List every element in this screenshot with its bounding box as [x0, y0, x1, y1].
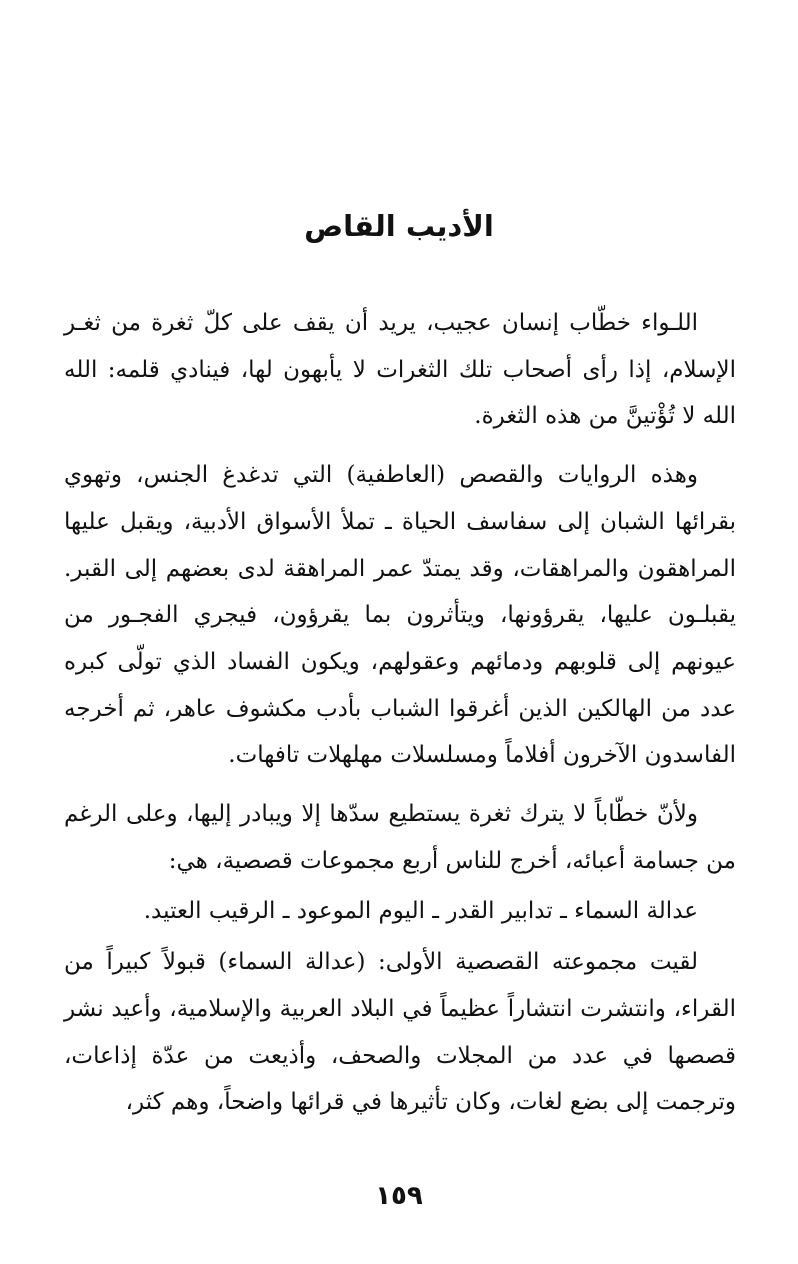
collection-list: عدالة السماء ـ تدابير القدر ـ اليوم الموعود ـ الرقيب العتيد. — [143, 898, 698, 925]
paragraph-gap — [64, 779, 736, 791]
paragraph-5: لقيت مجموعته القصصية الأولى: (عدالة السماء) قبولاً كبيراً من القراء، وانتشرت انتشاراً عظيماً في البلاد العربية والإسلامية، وأعيد نشر قصصها في عدد من المجلات والصحف، وأذيعت من عدّة إذاعات، وترجمت إلى بضع لغات، وكان تأثيرها في قرائها واضحاً، وهم كثر، — [64, 949, 736, 1116]
page-number: ١٥٩ — [375, 1181, 423, 1211]
body-text — [64, 300, 736, 1126]
paragraph-3: ولأنّ خطّاباً لا يترك ثغرة يستطيع سدّها إلا ويبادر إليها، وعلى الرغم من جسامة أعبائه، أخرج للناس أربع مجموعات قصصية، هي: — [64, 801, 736, 874]
chapter-title: الأديب القاص — [304, 209, 494, 243]
paragraph-1: اللـواء خطّاب إنسان عجيب، يريد أن يقف على كلّ ثغرة من ثغـر الإسلام، إذا رأى أصحاب تلك الثغرات لا يأبهون لها، فينادي قلمه: الله الله لا تُؤْتينَّ من هذه الثغرة. — [64, 310, 736, 430]
paragraph-2: وهذه الروايات والقصص (العاطفية) التي تدغدغ الجنس، وتهوي بقرائها الشبان إلى سفاسف الحياة ـ تملأ الأسواق الأدبية، ويقبل عليها المراهقون والمراهقات، وقد يمتدّ عمر المراهقة لدى بعضهم إلى القبر. يقبلـون عليها، يقرؤونها، ويتأثرون بما يقرؤون، فيجري الفجـور من عيونهم إلى قلوبهم ودمائهم وعقولهم، ويكون الفساد الذي تولّى كبره عدد من الهالكين الذين أغرقوا الشباب بأدب مكشوف عاهر، ثم أخرجه الفاسدون الآخرون أفلاماً ومسلسلات مهلهلات تافهات. — [64, 462, 737, 769]
paragraph-gap — [64, 440, 736, 452]
